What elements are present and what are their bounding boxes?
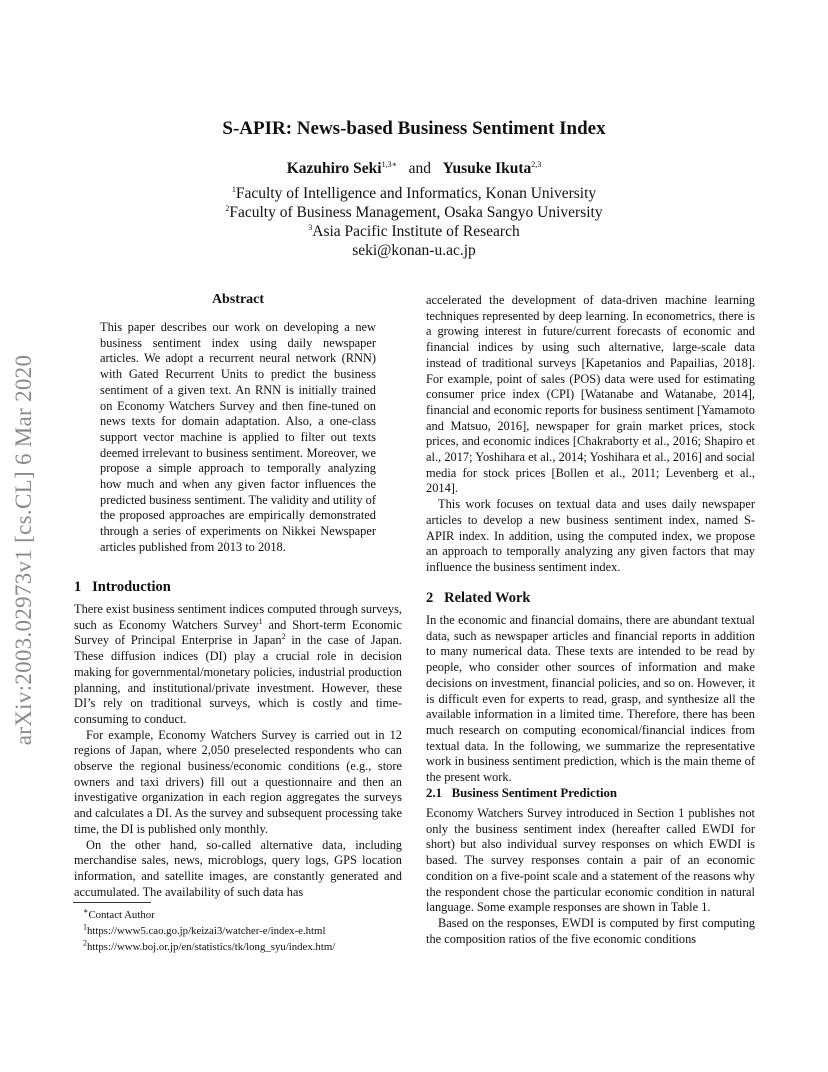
- footnote-1: $^1$https://www5.cao.go.jp/keizai3/watcher-e/index-e.html: [83, 922, 326, 937]
- section-1-heading: 1 Introduction: [74, 579, 171, 595]
- subsection-2-1-heading: 2.1 Business Sentiment Prediction: [426, 786, 618, 800]
- affiliation-3: $^3$Asia Pacific Institute of Research: [308, 222, 520, 240]
- abstract-text: This paper describes our work on developing a new business sentiment index using daily newspaper articles. We adopt a recurrent neural network (RNN) with Gated Recurrent Units to predict the business sentiment of a given text. An RNN is initially trained on Economy Watchers Survey and then fine-tuned on news texts for domain adaptation. Also, a one-class support vector machine is applied to filter out texts deemed irrelevant to business sentiment. Moreover, we propose a simple approach to temporally analyzing how much and when any given factor influences the predicted business sentiment. The validity and utility of the proposed approaches are empirically demonstrated through a series of experiments on Nikkei Newspaper articles published from 2013 to 2018.: [100, 320, 376, 554]
- footnote-rule: [73, 902, 151, 903]
- paper-title: S-APIR: News-based Business Sentiment Index: [222, 118, 606, 139]
- business-sentiment-body: [426, 806, 755, 947]
- author-line: [0, 160, 828, 178]
- intro-paragraph-4: accelerated the development of data-driven machine learning techniques represented by deep learning. In econometrics, there is a growing interest in future/current forecasts of economic and financial indices by using such alternative, large-scale data instead of traditional surveys [Kapetanios and Papailias, 2018]. For example, point of sales (POS) data were used for estimating consumer price index (CPI) [Watanabe and Watanabe, 2014], financial and economic reports for business sentiment [Yamamoto and Matsuo, 2016], newspaper for grain market prices, stock prices, and economic indices [Chakraborty et al., 2016; Shapiro et al., 2017; Yoshihara et al., 2014; Yoshihara et al., 2016] and social media for stock prices [Bollen et al., 2011; Levenberg et al., 2014].: [426, 293, 755, 496]
- footnote-ref-1: 1: [258, 616, 263, 626]
- arxiv-id: arXiv:2003.02973v1 [cs.CL] 6 Mar 2020: [11, 354, 36, 746]
- right-column-intro: [426, 293, 755, 576]
- author-2: Yusuke Ikuta: [442, 160, 532, 177]
- author-separator: and: [408, 160, 432, 177]
- footnote-ref-2: 2: [281, 632, 286, 642]
- introduction-body: [74, 602, 402, 900]
- footnote-contact: ∗Contact Author: [83, 906, 155, 921]
- footnote-2: $^2$https://www.boj.or.jp/en/statistics/tk/long_syu/index.htm/: [83, 938, 336, 953]
- related-work-paragraph: In the economic and financial domains, there are abundant textual data, such as newspaper articles and financial reports in addition to many numerical data. These texts are intended to be read by people, who consider other sources of information and make decisions on investment, financial policies, and so on. However, it is difficult even for experts to read, grasp, and synthesize all the available information in a limited time. Therefore, there has been much research on computing economical/financial indices from textual data. In the following, we summarize the representative work in business sentiment prediction, which is the main theme of the present work.: [426, 613, 755, 785]
- arxiv-side-label: [2, 290, 46, 810]
- subsection-paragraph-2: Based on the responses, EWDI is computed by first computing the composition ratios of the five economic conditions: [426, 915, 755, 946]
- author-1-affil: 1,3∗: [381, 159, 398, 169]
- related-work-body: [426, 613, 755, 786]
- abstract-body: [100, 320, 376, 556]
- affiliation-1: $^1$Faculty of Intelligence and Informatics, Konan University: [231, 184, 597, 202]
- author-2-affil: 2,3: [531, 159, 542, 169]
- intro-paragraph-1: There exist business sentiment indices computed through surveys, such as Economy Watchers Survey$^1$ and Short-term Economic Survey of Principal Enterprise in Japan$^2$ in the case of Japan. These diffusion indices (DI) play a crucial role in decision making for governmental/monetary policies, industrial production planning, and institutional/private investment. However, these DI’s rely on traditional surveys, which is costly and time-consuming to conduct.: [74, 602, 403, 726]
- intro-paragraph-2: For example, Economy Watchers Survey is carried out in 12 regions of Japan, where 2,050 preselected respondents who can observe the regional business/economic conditions (e.g., store owners and taxi drivers) fill out a questionnaire and then an investigative organization in each region aggregates the surveys and calculates a DI. As the survey and subsequent processing take time, the DI is published only monthly.: [74, 727, 402, 836]
- section-2-heading: 2 Related Work: [426, 590, 531, 606]
- intro-paragraph-5: This work focuses on textual data and uses daily newspaper articles to develop a new business sentiment index, named S-APIR index. In addition, using the computed index, we propose an approach to temporally analyzing any given factors that may influence the business sentiment index.: [426, 497, 755, 574]
- affiliation-2: $^2$Faculty of Business Management, Osaka Sangyo University: [225, 203, 603, 221]
- subsection-paragraph-1: Economy Watchers Survey introduced in Section 1 publishes not only the business sentiment index (hereafter called EWDI for short) but also individual survey responses on which EWDI is based. The survey responses contain a pair of an economic condition on a five-point scale and a statement of the reasons why the respondent chose the particular economic condition in natural language. Some example responses are shown in Table 1.: [426, 806, 755, 915]
- abstract-heading: Abstract: [211, 292, 265, 307]
- contact-email: seki@konan-u.ac.jp: [352, 242, 476, 259]
- intro-paragraph-3: On the other hand, so-called alternative data, including merchandise sales, news, microblogs, query logs, GPS location information, and satellite images, are constantly generated and accumulated. The availability of such data has: [74, 837, 402, 899]
- author-1: Kazuhiro Seki: [286, 160, 382, 177]
